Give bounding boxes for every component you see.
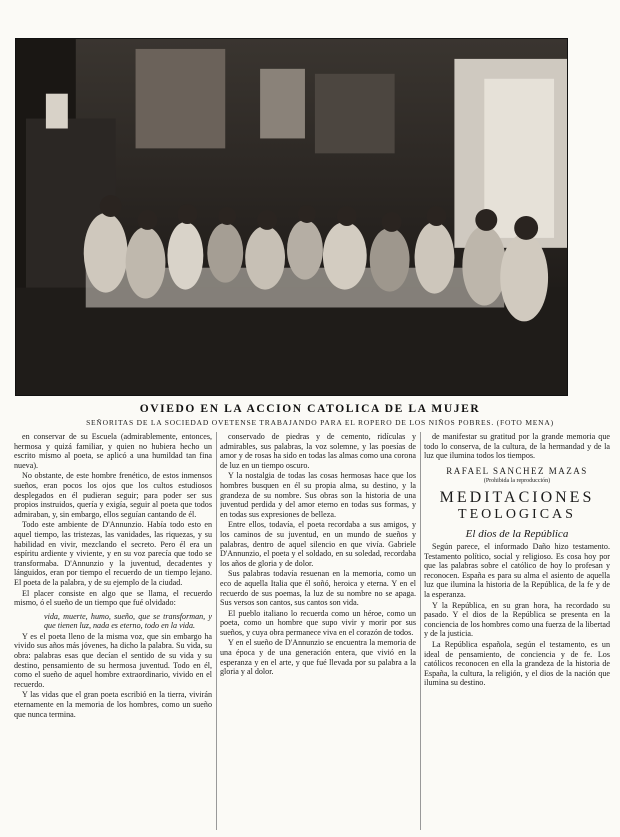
paragraph: en conservar de su Escuela (admirablemente, entonces, hermosa y quizá familiar, y quien no hubiera hecho un escrito mismo al poeta, se aplicó a una humildad tan fina nueva).: [14, 432, 212, 470]
paragraph: La República española, según el testamento, es un ideal de pensamiento, de conciencia y de fe. Los católicos reconocen en ella la grandeza de la historia de España, la cultura, la religión, y el dios de la nación que ilumina su destino.: [424, 639, 610, 688]
article-subheading: El dios de la República: [465, 527, 569, 540]
article-column-2: [220, 432, 416, 832]
paragraph: Entre ellos, todavía, el poeta recordaba a sus amigos, y los caminos de su juventud, en un mundo de sueños y palabras, dentro de aquel silencio en que vivía. Gabriele D'Annunzio, el poeta y el soldado, en su soledad, recordaba los años de gloria y de dolor.: [220, 520, 416, 568]
byline-note: (Prohibida la reproducción): [483, 478, 551, 485]
section-heading: MEDITACIONES: [439, 488, 595, 506]
paragraph: conservado de piedras y de cemento, ridículas y admirables, sus palabras, la voz solemne, y las poesías de amor y de rosas ha sido en todas las almas como una corona de luz en un tiempo oscuro.: [220, 432, 416, 470]
author-byline: RAFAEL SANCHEZ MAZAS: [446, 465, 588, 476]
photo-caption-title: OVIEDO EN LA ACCION CATOLICA DE LA MUJER: [139, 403, 481, 415]
paragraph: Y es el poeta lleno de la misma voz, que sin embargo ha vivido sus años más jóvenes, ha dicho la palabra. Su vida, su obra: palabras esas que decían el sentido de su vida y su destino, pensamiento de su hermosa juventud. Todo en él, como el sueño de aquel hombre extraordinario, vivido en el recuerdo.: [14, 631, 212, 689]
photo: [15, 38, 568, 396]
paragraph: Sus palabras todavía resuenan en la memoria, como un eco de aquella Italia que él soñó, heroica y eterna. Y en el recuerdo de sus poemas, la luz de su nombre no se apaga. Sus versos son cantos, sus cantos son vida.: [220, 569, 416, 608]
paragraph: Y la nostalgia de todas las cosas hermosas hace que los hombres busquen en él su propia alma, su destino, y la grandeza de su nombre. Sus obras son la historia de una juventud perdida y del amor eterno en todas sus formas, y en todas sus expresiones de belleza.: [220, 471, 416, 519]
paragraph: El placer consiste en algo que se llama, el recuerdo mismo, ó el sueño de un tiempo que fué olvidado:: [14, 588, 212, 608]
paragraph: Según parece, el informado Daño hizo testamento. Testamento político, social y religioso. Es cosa hoy por que las palabras sobre el católico de hoy lo profesan y reconocen. España es para su alma el asiento de aquella luz que ilumina la historia de la República, de la fe y de la esperanza.: [424, 541, 610, 599]
column-divider: [216, 432, 217, 830]
verse-quote: vida, muerte, humo, sueño, que se transforman, y que tienen luz, nada es eterno, todo en la vida.: [44, 611, 212, 631]
paragraph: Todo este ambiente de D'Annunzio. Había todo esto en aquel tiempo, las tristezas, las vanidades, las riquezas, y su habilidad en vivir, mezclando el secreto. Pero él era un espíritu ardiente y viviente, y en su voz parecía que todo se transformaba. D'Annunzio y la juventud, decadentes y lánguidos, eran por tiempo el recuerdo de un tiempo lejano. El poeta de la palabra, y de su ejemplo de la ciudad.: [14, 520, 212, 587]
paragraph: Y en el sueño de D'Annunzio se encuentra la memoria de una época y de una generación entera, que vivió en la esperanza y en el arte, y que fué llevada por su palabra a la gloria y al dolor.: [220, 638, 416, 677]
paragraph: Y las vidas que el gran poeta escribió en la tierra, vivirán eternamente en la memoria de los hombres, como un sueño que nunca termina.: [14, 690, 212, 719]
paragraph: Y la República, en su gran hora, ha recordado su pasado. Y el dios de la República se presenta en la conciencia de los hombres como una fuerza de la libertad y de la justicia.: [424, 600, 610, 639]
article-column-1: [14, 432, 212, 832]
paragraph: El pueblo italiano lo recuerda como un héroe, como un poeta, como un hombre que supo vivir y morir por sus sueños, y cuya obra permanece viva en el corazón de todos.: [220, 608, 416, 637]
photo-image: [16, 39, 567, 395]
section-heading-2: TEOLOGICAS: [458, 506, 576, 522]
article-column-3: [424, 432, 610, 832]
photo-caption-subtitle: SEÑORITAS DE LA SOCIEDAD OVETENSE TRABAJANDO PARA EL ROPERO DE LOS NIÑOS POBRES. (FOTO MENA): [86, 418, 554, 427]
column-divider: [420, 432, 421, 830]
paragraph: de manifestar su gratitud por la grande memoria que todo lo conserva, de la cultura, de la hermandad y de la luz que ilumina todos los tiempos.: [424, 432, 610, 461]
paragraph: No obstante, de este hombre frenético, de estos inmensos sueños, eran pocos los ojos que los cultos estudiosos desplegados en él pudieran seguir; para poder ser sus propios instruidos, quería y exigía, seguir al poeta que todos admiraban, y, sin embargo, ellos seguían cantando de él.: [14, 471, 212, 519]
